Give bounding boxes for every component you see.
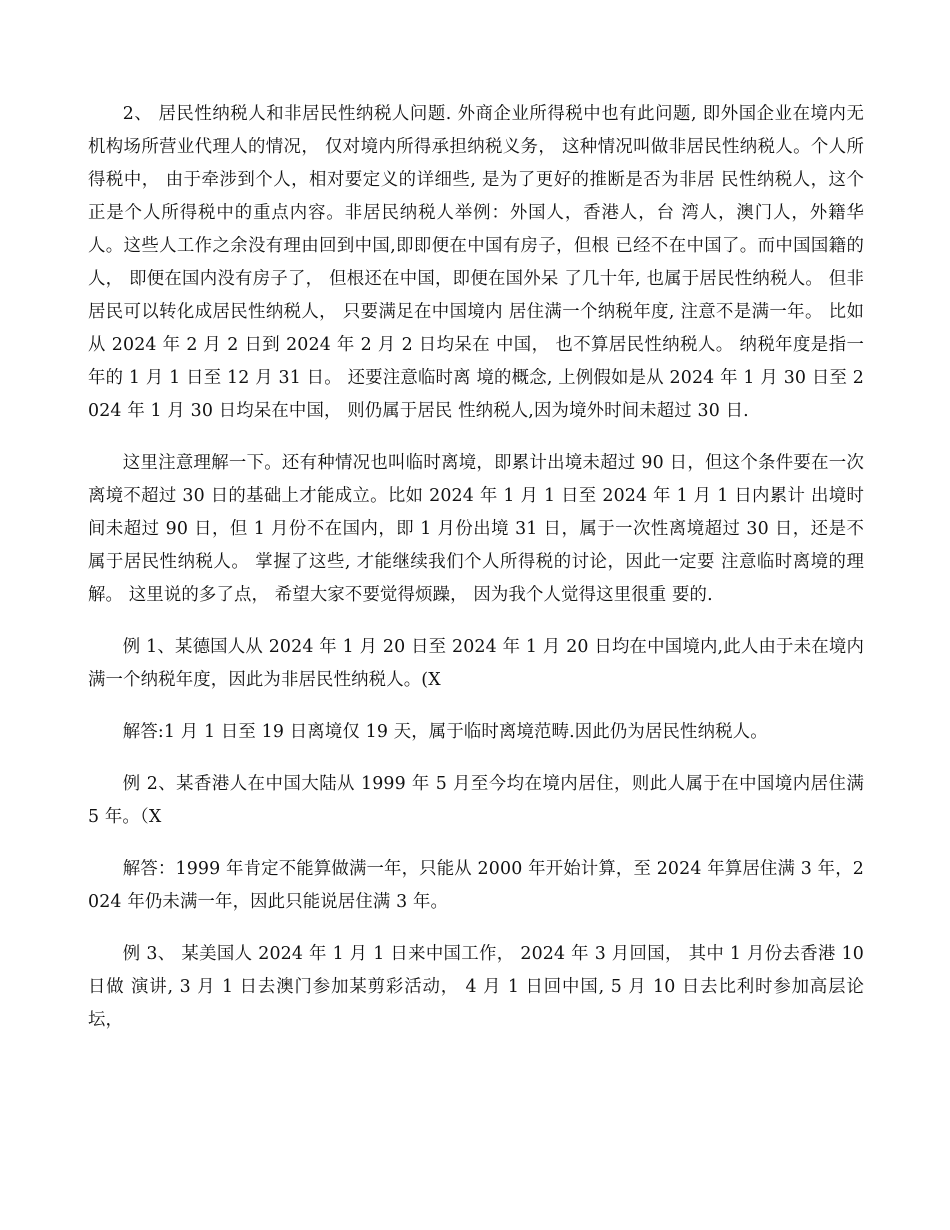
paragraph-example-2: 例 2、某香港人在中国大陆从 1999 年 5 月至今均在境内居住，则此人属于在中国境内居住满 5 年。（X bbox=[88, 774, 864, 827]
paragraph-answer-1: 解答:1 月 1 日至 19 日离境仅 19 天，属于临时离境范畴.因此仍为居民性纳税人。 bbox=[122, 722, 768, 742]
paragraph-temporary-departure: 这里注意理解一下。还有种情况也叫临时离境，即累计出境未超过 90 日，但这个条件要在一次离境不超过 30 日的基础上才能成立。比如 2024 年 1 月 1 日至 2024 年 1 月 1 日内累计 出境时间未超过 90 日，但 1 月份不在国内，即 1 月份出境 31 日，属于一次性离境超过 30 日，还是不属于居民性纳税人。 掌握了这些, 才能继续我们个人所得税的讨论，因此一定要 注意临时离境的理解。 这里说的多了点， 希望大家不要觉得烦躁， 因为我个人觉得这里很重 要的. bbox=[88, 453, 864, 605]
document-page bbox=[88, 98, 864, 1056]
paragraph-example-3: 例 3、 某美国人 2024 年 1 月 1 日来中国工作， 2024 年 3 月回国， 其中 1 月份去香港 10 日做 演讲, 3 月 1 日去澳门参加某剪彩活动， 4 月 1 日回中国, 5 月 10 日去比利时参加高层论坛， bbox=[88, 944, 864, 1030]
paragraph-resident-taxpayer-intro: 2、 居民性纳税人和非居民性纳税人问题. 外商企业所得税中也有此问题, 即外国企业在境内无机构场所营业代理人的情况， 仅对境内所得承担纳税义务， 这种情况叫做非居民性纳税人。个人所得税中， 由于牵涉到个人，相对要定义的详细些, 是为了更好的推断是否为非居 民性纳税人，这个正是个人所得税中的重点内容。非居民纳税人举例：外国人，香港人，台 湾人，澳门人，外籍华人。这些人工作之余没有理由回到中国,即即便在中国有房子，但根 已经不在中国了。而中国国籍的人， 即便在国内没有房子了， 但根还在中国，即便在国外呆 了几十年, 也属于居民性纳税人。 但非居民可以转化成居民性纳税人， 只要满足在中国境内 居住满一个纳税年度, 注意不是满一年。 比如从 2024 年 2 月 2 日到 2024 年 2 月 2 日均呆在 中国， 也不算居民性纳税人。 纳税年度是指一年的 1 月 1 日至 12 月 31 日。 还要注意临时离 境的概念, 上例假如是从 2024 年 1 月 30 日至 2024 年 1 月 30 日均呆在中国， 则仍属于居民 性纳税人,因为境外时间未超过 30 日. bbox=[88, 104, 864, 421]
paragraph-answer-2: 解答：1999 年肯定不能算做满一年，只能从 2000 年开始计算，至 2024 年算居住满 3 年，2024 年仍未满一年，因此只能说居住满 3 年。 bbox=[88, 859, 864, 912]
paragraph-example-1: 例 1、某德国人从 2024 年 1 月 20 日至 2024 年 1 月 20 日均在中国境内,此人由于未在境内满一个纳税年度，因此为非居民性纳税人。(X bbox=[88, 637, 864, 690]
